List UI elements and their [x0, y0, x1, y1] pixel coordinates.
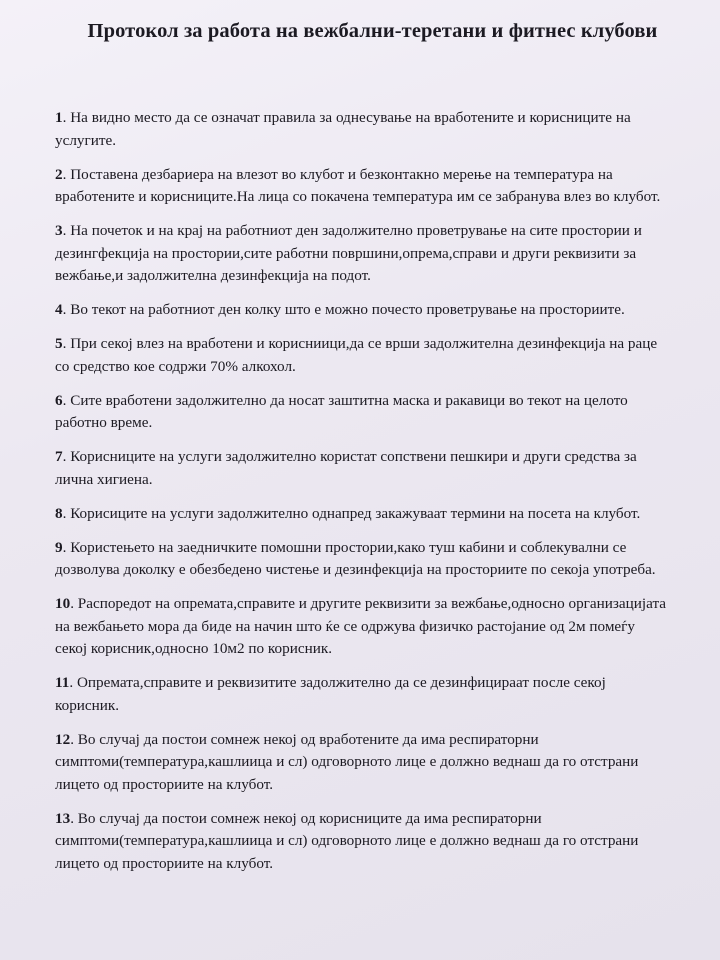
rule-item-6 — [55, 390, 690, 435]
rule-number: 10 — [55, 595, 71, 612]
rule-number: 9 — [55, 538, 63, 556]
rule-text: . Во текот на работниот ден колку што е можно почесто проветрување на просториите. — [62, 301, 625, 318]
rule-text: . Опремата,справите и реквизитите задолжително да се дезинфицираат после секој корисник. — [55, 674, 606, 714]
rule-item-5 — [55, 333, 690, 378]
rule-text: . Распоредот на опремата,справите и другите реквизити за вежбање,односно организацијата на вежбањето мора да биде на начин што ќе се одржува физичко растојание од 2м помеѓу секој корисник,односно 10м2 по корисник. — [55, 595, 667, 657]
rule-text: . При секој влез на вработени и корисниици,да се врши задолжителна дезинфекција на раце со средство кое содржи 70% алкохол. — [55, 335, 658, 375]
rule-text: . Корисиците на услуги задолжително однапред закажуваат термини на посета на клубот. — [62, 504, 641, 522]
rule-text: . Корисниците на услуги задолжително користат сопствени пешкири и други средства за лична хигиена. — [55, 448, 637, 488]
document-title: Протокол за работа на вежбални-теретани и фитнес клубови — [87, 20, 658, 42]
rule-item-4 — [55, 299, 690, 322]
rule-item-9 — [55, 537, 690, 582]
rule-text: . Во случај да постои сомнеж некој од вработените да има респираторни симптоми(температура,кашлиица и сл) одговорното лице е должно веднаш да го отстрани лицето од просториите на клубот. — [55, 730, 639, 793]
rule-number: 8 — [55, 504, 63, 522]
rule-text: . Сите вработени задолжително да носат заштитна маска и ракавици во текот на целото работно време. — [55, 391, 628, 431]
rule-number: 7 — [55, 448, 63, 465]
rule-number: 12 — [55, 730, 71, 748]
rule-item-3 — [55, 220, 690, 288]
rule-number: 13 — [55, 809, 71, 827]
rule-text: . Во случај да постои сомнеж некој од корисниците да има респираторни симптоми(температура,кашлиица и сл) одговорното лице е должно веднаш да го отстрани лицето од просториите на клубот. — [55, 809, 639, 872]
rule-item-13 — [55, 808, 690, 876]
rule-number: 3 — [55, 222, 63, 239]
rule-item-11 — [55, 672, 690, 717]
rule-item-12 — [55, 729, 690, 797]
rule-number: 1 — [55, 109, 63, 126]
rule-item-1 — [55, 107, 690, 152]
rule-text: . На почеток и на крај на работниот ден задолжително проветрување на сите простории и дезингфекција на простории,сите работни површини,опрема,справи и други реквизити за вежбање,и задолжителна дезинфекција на подот. — [55, 222, 642, 284]
rule-number: 11 — [55, 674, 70, 691]
rule-item-2 — [55, 164, 690, 209]
rule-text: . На видно место да се означат правила за однесување на вработените и корисниците на услугите. — [55, 109, 631, 149]
rule-number: 6 — [55, 391, 63, 409]
rule-number: 5 — [55, 335, 63, 352]
rule-number: 2 — [55, 165, 63, 183]
rule-text: . Поставена дезбариера на влезот во клубот и безконтакно мерење на температура на вработените и корисниците.На лица со покачена температура им се забранува влез во клубот. — [55, 165, 661, 205]
rule-item-8 — [55, 503, 690, 526]
rule-item-10 — [55, 593, 690, 661]
rule-number: 4 — [55, 301, 63, 318]
rule-item-7 — [55, 446, 690, 491]
rule-text: . Користењето на заедничките помошни простории,како туш кабини и соблекувални се дозволува доколку е обезбедено чистење и дезинфекција на просториите по секоја употреба. — [55, 538, 656, 578]
rules-list — [55, 107, 690, 875]
